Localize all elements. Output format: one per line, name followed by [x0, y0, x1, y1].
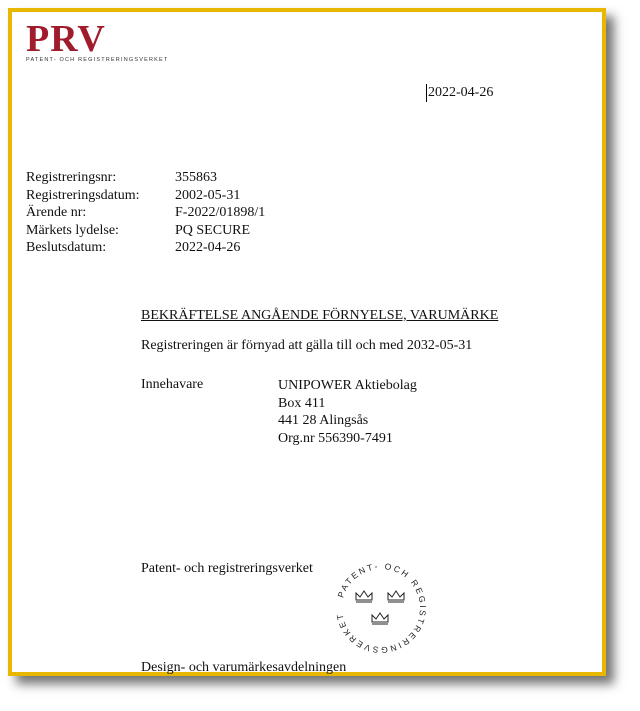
meta-value: F-2022/01898/1 [175, 205, 266, 220]
logo-subtitle: PATENT- OCH REGISTRERINGSVERKET [26, 57, 169, 63]
seal-text: PATENT- OCH REGISTRERINGSVERKET [334, 560, 429, 656]
meta-label: Registreringsdatum: [26, 187, 140, 203]
holder-line: Box 411 [278, 395, 326, 411]
svg-text:PATENT- OCH REGISTRERINGSVERKE [334, 561, 428, 655]
holder-label: Innehavare [141, 377, 204, 392]
document-date: 2022-04-26 [428, 85, 494, 100]
text-cursor [426, 84, 427, 102]
holder-line: 441 28 Alingsås [278, 413, 369, 428]
holder-line: Org.nr 556390-7491 [278, 430, 393, 446]
meta-value: PQ SECURE [175, 222, 251, 238]
meta-row [26, 204, 265, 222]
holder-line: UNIPOWER Aktiebolag [278, 378, 417, 393]
three-crowns-icon [356, 591, 404, 624]
document-page [8, 8, 606, 676]
document-title: BEKRÄFTELSE ANGÅENDE FÖRNYELSE, VARUMÄRKE [141, 308, 499, 323]
official-seal [330, 557, 432, 659]
meta-value: 2022-04-26 [175, 240, 241, 255]
meta-label: Registreringsnr: [26, 170, 117, 185]
meta-row [26, 187, 265, 205]
prv-logo [26, 18, 169, 63]
department-name: Design- och varumärkesavdelningen [141, 660, 347, 675]
meta-row [26, 222, 265, 240]
meta-value: 355863 [175, 170, 217, 185]
renewal-statement: Registreringen är förnyad att gälla till och med 2032-05-31 [141, 338, 473, 353]
meta-label: Ärende nr: [26, 205, 87, 220]
meta-value: 2002-05-31 [175, 187, 241, 203]
meta-label: Märkets lydelse: [26, 222, 119, 238]
logo-text: PRV [26, 18, 106, 60]
holder-address [278, 377, 417, 447]
meta-row [26, 239, 265, 257]
registration-details [26, 169, 265, 257]
meta-row [26, 169, 265, 187]
meta-label: Beslutsdatum: [26, 240, 107, 255]
agency-name: Patent- och registreringsverket [141, 561, 313, 576]
